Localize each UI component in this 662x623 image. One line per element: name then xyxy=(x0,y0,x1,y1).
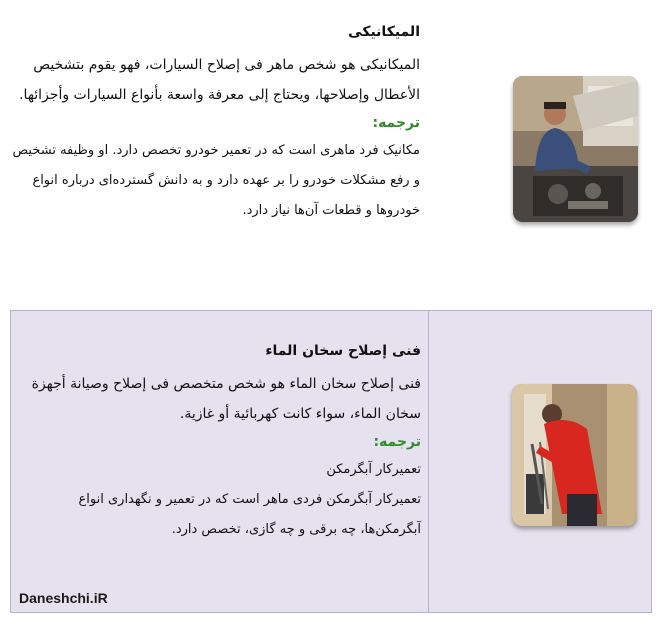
water-heater-persian-text: تعمیرکار آبگرمکن فردی ماهر است که در تعمیر و نگهداری انواع آبگرمکن‌ها، چه برقی و چه گازی، تخصص دارد. xyxy=(78,492,421,537)
mechanic-persian-text: مکانیک فرد ماهری است که در تعمیر خودرو تخصص دارد. او وظیفه تشخیص و رفع مشکلات خودرو را بر عهده دارد و به دانش گسترده‌ای درباره انواع خودروها و قطعات آن‌ها نیاز دارد. xyxy=(12,143,420,218)
water-heater-arabic-text: فنى إصلاح سخان الماء هو شخص متخصص فى إصلاح وصيانة أجهزة سخان الماء، سواء كانت كهربائية أو غازية. xyxy=(31,376,421,422)
mechanic-title: الميكانيكى xyxy=(348,24,420,40)
water-heater-text-block xyxy=(21,341,421,545)
mechanic-translation-label: ترجمه: xyxy=(372,115,420,131)
site-watermark: Daneshchi.iR xyxy=(19,590,108,606)
water-heater-persian-heading: تعمیرکار آبگرمکن xyxy=(326,462,421,477)
water-heater-translation-label: ترجمه: xyxy=(373,434,421,450)
column-divider xyxy=(428,311,429,612)
mechanic-section xyxy=(0,0,662,308)
water-heater-title: فنى إصلاح سخان الماء xyxy=(265,343,421,359)
mechanic-arabic-text: الميكانيكى هو شخص ماهر فى إصلاح السيارات، فهو يقوم بتشخيص الأعطال وإصلاحها، ويحتاج إلى معرفة واسعة بأنواع السيارات وأجزائها. xyxy=(19,57,420,103)
mechanic-text-block xyxy=(10,22,420,226)
water-heater-technician-photo xyxy=(512,384,637,526)
mechanic-photo xyxy=(513,76,638,222)
